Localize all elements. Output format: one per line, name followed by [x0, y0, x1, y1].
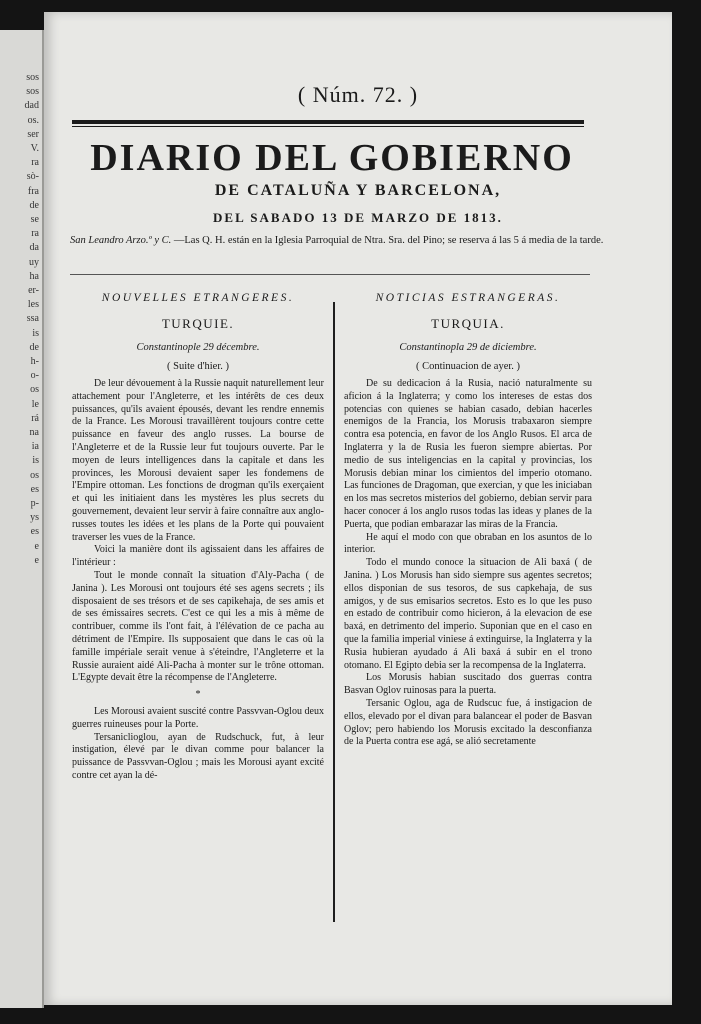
header-bottom-rule: [70, 274, 590, 275]
separator-mark: *: [195, 689, 201, 701]
facing-page-fragment: de: [29, 199, 39, 211]
article-body-spanish: [344, 378, 592, 749]
facing-page-fragment: es: [30, 526, 39, 538]
saint-name: San Leandro Arzo.º y C.: [70, 235, 172, 246]
facing-page-fragment: p-: [30, 498, 39, 509]
spanish-column: [344, 292, 592, 749]
continuation-french: ( Suite d'hier. ): [167, 361, 229, 372]
facing-page-fragment: fra: [27, 185, 39, 197]
paragraph: Tout le monde connaît la situation d'Aly-Pacha ( de Janina ). Les Morousi ont toujours été ses agens secrets ; ils disposaient de ses trésors et de ses capikehaja, de ses amis et de ses émissaires secrets. C'est ce qui les a mis à même de contribuer, comme ils l'ont fait, à l'élévation de ce pacha au détriment de l'Empire. Ils supposaient que dans le cas où la famille impériale serait venue à s'éteindre, l'Angleterre et la Russie auraient aidé Ali-Pacha à monter sur le trône ottoman. L'Egypte devait être la récompense de l'Angleterre.: [72, 569, 324, 684]
notice-text: —Las Q. H. están en la Iglesia Parroquial de Ntra. Sra. del Pino; se reserva á las 5 á media de la tarde.: [173, 235, 604, 246]
facing-page-fragment: dad: [24, 100, 39, 112]
facing-page-fragment: os.: [27, 114, 39, 126]
dateline-french: Constantinople 29 décembre.: [136, 342, 260, 353]
facing-page-fragment: os: [30, 384, 39, 396]
facing-page-fragment: sos: [26, 86, 39, 98]
facing-page-edge: [0, 30, 44, 1008]
facing-page-fragment: rá: [31, 412, 39, 424]
french-column: [72, 292, 324, 783]
facing-page-fragment: sò-: [26, 171, 39, 183]
country-heading-french: TURQUIE.: [161, 316, 235, 331]
continuation-spanish: ( Continuacion de ayer. ): [415, 361, 521, 372]
facing-page-fragment: os: [30, 469, 39, 481]
masthead-title: DIARIO DEL GOBIERNO: [90, 137, 574, 179]
facing-page-fragment: le: [31, 398, 39, 410]
facing-page-fragment: e: [34, 554, 39, 566]
facing-page-fragment: ra: [31, 157, 39, 169]
section-heading-spanish: NOTICIAS ESTRANGERAS.: [375, 292, 561, 304]
paragraph: De leur dévouement à la Russie naquit naturellement leur attachement pour l'Angleterre, et les intérêts de ces deux puissances, qu'ils avaient épousés, devant les rendre ennemis de la France. Les Morousi travaillèrent toujours contre cette puissance en faveur des anglo russes. La bourse de l'Angleterre et de la Russie leur fut toujours ouverte. Par le moyen de leurs intelligences dans la capitale et dans les provinces, les Morousi devaient saper les fondemens de l'Empire ottoman. Les fonctions de drogman qu'ils exerçaient et qui les initiaient dans les mystères les plus secrets du gouvernement, devaient leur servir à faire connaître aux anglo-russes toutes les idées et les plans de la Porte qui pouvaient traverser les vues de la France.: [72, 378, 324, 543]
church-notice: [70, 234, 610, 248]
facing-page-fragment: na: [29, 427, 39, 438]
paragraph: He aquí el modo con que obraban en los asuntos de lo interior.: [344, 531, 592, 556]
paragraph: Tersaniclioglou, ayan de Rudschuck, fut, à leur instigation, élevé par le divan comme pour balancer la puissance de Passvvan-Oglou ; mais les Morousi ayant excité contre cet ayan la dé-: [72, 731, 324, 781]
facing-page-fragment: se: [30, 214, 39, 225]
header-rule-thin: [72, 126, 584, 127]
paragraph: De su dedicacion á la Rusia, nació naturalmente su aficion á la Inglaterra; y como los intereses de estas dos potencias con quienes se habian casado, debian hacerles enemigos de la Francia, los Morusis trabaxaron siempre contra esa potencia, en favor de los Anglo Rusos. El arca de Inglaterra y la de Rusia les fueron siempre abiertas. Por medio de sus inteligencias en la capital y provincias, los Morusis debian minar los cimientos del imperio otomano. Las funciones de Dragoman, que exercian, y que les iniciaban en los mas secretos misterios del gobierno, debian servir para hacer conocer á los anglo rusos todas las ideas y planes de la Puerta, que podian embarazar las miras de la Francia.: [344, 378, 592, 530]
facing-page-fragment: is: [32, 455, 39, 467]
facing-page-fragment: les: [27, 299, 39, 311]
facing-page-fragment: ia: [31, 441, 39, 453]
facing-page-fragment: de: [29, 341, 39, 353]
section-heading-french: NOUVELLES ETRANGERES.: [101, 292, 295, 304]
paragraph: Les Morousi avaient suscité contre Passvvan-Oglou deux guerres ruineuses pour la Porte.: [72, 705, 324, 730]
facing-page-fragment: uy: [29, 256, 39, 268]
facing-page-fragment: h-: [30, 356, 39, 367]
article-body-french: [72, 378, 324, 783]
facing-page-fragment: o-: [30, 370, 39, 382]
facing-page-fragment: ra: [31, 228, 39, 240]
facing-page-fragment: da: [29, 242, 39, 254]
facing-page-fragment: es: [30, 483, 39, 495]
facing-page-fragment: ha: [29, 270, 39, 282]
facing-page-fragment: er-: [28, 285, 39, 296]
country-heading-spanish: TURQUIA.: [431, 316, 505, 331]
issue-number: ( Núm. 72. ): [297, 82, 419, 107]
facing-page-fragment: sos: [26, 72, 39, 83]
dateline-spanish: Constantinopla 29 de diciembre.: [399, 342, 537, 353]
facing-page-fragment: ssa: [26, 313, 39, 325]
facing-page-fragment: is: [32, 327, 39, 339]
paragraph: Voici la manière dont ils agissaient dans les affaires de l'intérieur :: [72, 544, 324, 569]
masthead-subtitle: DE CATALUÑA Y BARCELONA,: [214, 182, 502, 199]
date-line: DEL SABADO 13 DE MARZO DE 1813.: [213, 210, 503, 225]
facing-page-fragment: ys: [30, 512, 39, 524]
column-divider: [333, 302, 335, 922]
facing-page-fragment: e: [34, 540, 39, 552]
header-rule: [72, 120, 584, 124]
paragraph: Los Morusis habian suscitado dos guerras contra Basvan Oglov ruinosas para la puerta.: [344, 672, 592, 697]
newspaper-page: [44, 12, 672, 1005]
facing-page-fragment: V.: [30, 143, 39, 154]
facing-page-fragment: ser: [27, 128, 39, 140]
paragraph: Tersanic Oglou, aga de Rudscuc fue, á instigacion de ellos, elevado por el divan para balancear el poder de Basvan Oglov; pero habiendo los Morusis excitado la desconfianza de la Puerta contra ese agá, se alió secretamente: [344, 697, 592, 748]
paragraph: Todo el mundo conoce la situacion de Ali baxá ( de Janina. ) Los Morusis han sido siempre sus agentes secretos; ellos disponian de sus tesoros, de sus capkehaja, de sus amigos, y de sus emisarios secretos. Esto es lo que les puso en estado de contribuir como hicieron, á la elevacion de ese baxá, en detrimento del imperio. Suponian que en el caso en que la familia imperial viniese á extinguirse, la Inglaterra y la Rusia hubieran ayudado á Ali baxá á subir en el trono otomano. El Egipto debia ser la recompensa de la Inglaterra.: [344, 557, 592, 671]
